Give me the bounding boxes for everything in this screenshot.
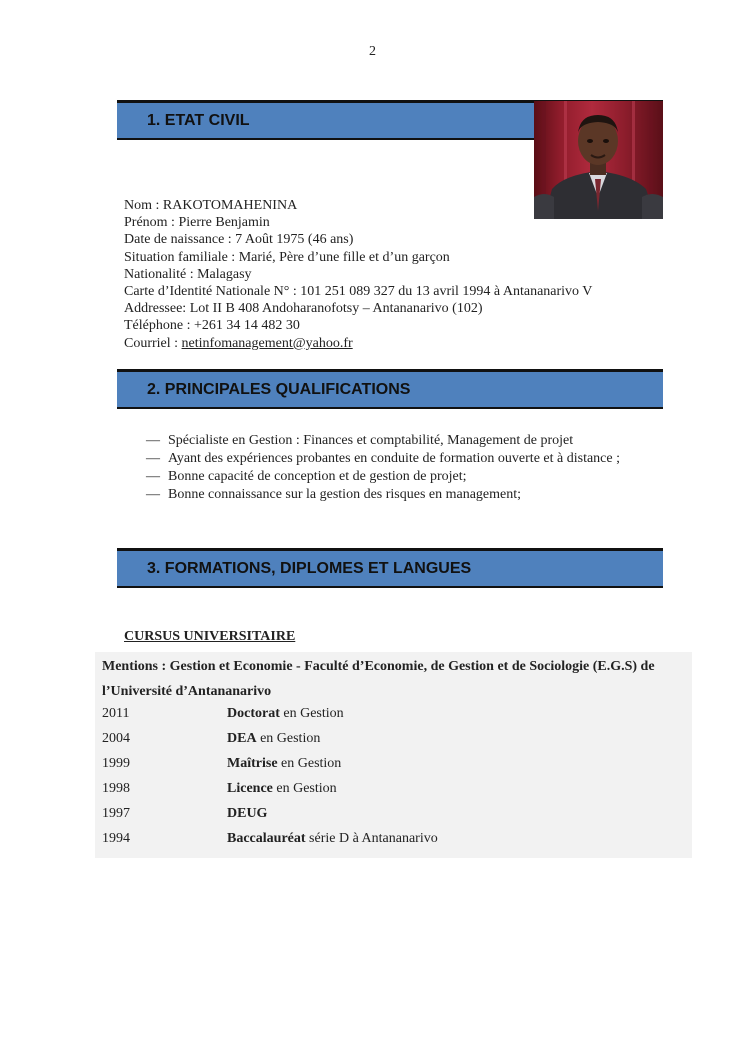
dash-bullet: — xyxy=(146,433,160,448)
year: 2004 xyxy=(102,731,130,746)
list-item: — Ayant des expériences probantes en conduite de formation ouverte et à distance ; xyxy=(146,451,620,466)
section-title: 2. PRINCIPALES QUALIFICATIONS xyxy=(147,381,411,398)
page-number: 2 xyxy=(369,44,376,59)
adresse: Addressee: Lot II B 408 Andoharanofotsy – Antananarivo (102) xyxy=(124,301,483,317)
degree: Baccalauréat série D à Antananarivo xyxy=(227,831,438,846)
degree: Licence en Gestion xyxy=(227,781,337,796)
cursus-heading: CURSUS UNIVERSITAIRE xyxy=(124,629,296,644)
degree: DEUG xyxy=(227,806,268,821)
qualifications-list xyxy=(146,432,620,504)
degree: Maîtrise en Gestion xyxy=(227,756,342,771)
nationalite: Nationalité : Malagasy xyxy=(124,266,252,282)
table-row xyxy=(102,706,682,726)
section-header-formations xyxy=(117,548,663,588)
degree: DEA en Gestion xyxy=(227,731,321,746)
dash-bullet: — xyxy=(146,451,160,466)
situation-familiale: Situation familiale : Marié, Père d’une fille et d’un garçon xyxy=(124,249,450,265)
table-row xyxy=(102,831,682,851)
list-item: — Spécialiste en Gestion : Finances et comptabilité, Management de projet xyxy=(146,433,574,448)
cursus-table xyxy=(95,652,692,858)
year: 1998 xyxy=(102,781,130,796)
year: 1997 xyxy=(102,806,130,821)
table-row xyxy=(102,806,682,826)
courriel: Courriel : netinfomanagement@yahoo.fr xyxy=(124,335,353,351)
carte-identite: Carte d’Identité Nationale N° : 101 251 089 327 du 13 avril 1994 à Antananarivo V xyxy=(124,284,593,300)
dash-bullet: — xyxy=(146,469,160,484)
table-row xyxy=(102,781,682,801)
degree: Doctorat en Gestion xyxy=(227,706,344,721)
etat-civil-details xyxy=(124,197,592,352)
section-header-qualifications xyxy=(117,369,663,409)
dash-bullet: — xyxy=(146,487,160,502)
nom: Nom : RAKOTOMAHENINA xyxy=(124,198,298,213)
year: 1999 xyxy=(102,756,130,771)
table-row xyxy=(102,731,682,751)
email-link[interactable]: netinfomanagement@yahoo.fr xyxy=(181,335,353,351)
telephone: Téléphone : +261 34 14 482 30 xyxy=(124,318,300,334)
year: 1994 xyxy=(102,831,130,846)
list-item: — Bonne capacité de conception et de gestion de projet; xyxy=(146,469,467,484)
section-title: 3. FORMATIONS, DIPLOMES ET LANGUES xyxy=(147,560,472,577)
date-de-naissance: Date de naissance : 7 Août 1975 (46 ans) xyxy=(124,232,354,248)
list-item: — Bonne connaissance sur la gestion des risques en management; xyxy=(146,487,522,502)
mentions: Mentions : Gestion et Economie - Faculté d’Economie, de Gestion et de Sociologie (E.G.S) de l’Université d’Antananarivo xyxy=(102,659,655,699)
year: 2011 xyxy=(102,706,130,721)
table-row xyxy=(102,756,682,776)
prenom: Prénom : Pierre Benjamin xyxy=(124,215,270,231)
section-title: 1. ETAT CIVIL xyxy=(147,112,250,129)
